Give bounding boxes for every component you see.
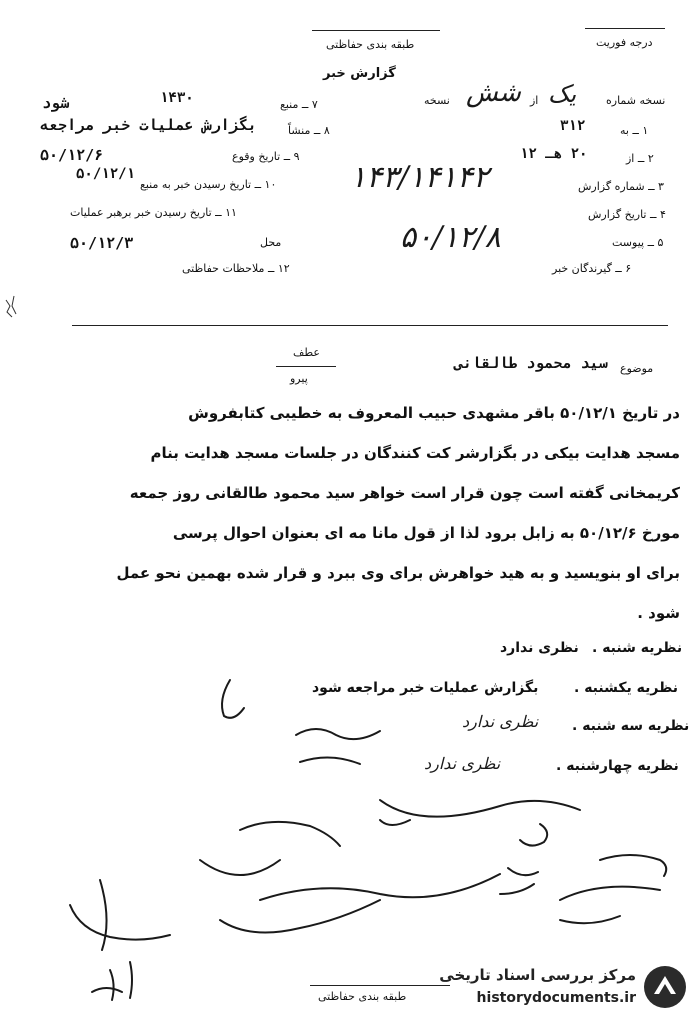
field-report-number-value: ۱۴۳/۱۴۱۴۲ bbox=[350, 160, 490, 195]
form-title: گزارش خبر bbox=[323, 66, 396, 81]
field-attachment-value: ۵۰/۱۲/۸ bbox=[400, 220, 501, 255]
body-line: مسجد هدایت بیکی در بگزارشر کت کنندگان در جلسات مسجد هدایت بنام bbox=[150, 444, 680, 462]
field-source-label: ۷ ــ منبع bbox=[280, 98, 318, 111]
body-line: مورخ ۵۰/۱۲/۶ به زابل برود لذا از قول مانا مه ای بعنوان احوال پرسی bbox=[172, 524, 680, 542]
copy-label: نسخه bbox=[424, 94, 450, 107]
field-report-number-label: ۳ ــ شماره گزارش bbox=[578, 180, 664, 193]
subject-value: سید محمود طالقانی bbox=[454, 354, 608, 372]
field-report-date-label: ۴ ــ تاریخ گزارش bbox=[588, 208, 666, 221]
classification-top: طبقه بندی حفاظتی bbox=[326, 38, 415, 51]
field-recipients-label: ۶ ــ گیرندگان خبر bbox=[552, 262, 632, 275]
body-line: شود . bbox=[637, 604, 680, 622]
watermark-url: historydocuments.ir bbox=[476, 990, 636, 1006]
field-from-label: ۲ ــ از bbox=[626, 152, 654, 165]
body-line: در تاریخ ۵۰/۱۲/۱ باقر مشهدی حبیب المعروف به خطیبی کتابفروش bbox=[188, 404, 680, 422]
opinion-tuesday-value: نظری ندارد bbox=[462, 712, 539, 731]
reference-peyro-label: پیرو bbox=[290, 372, 308, 385]
opinion-saturday-label: نظریه شنبه . bbox=[592, 640, 683, 656]
field-origin-label: ۸ ــ منشاً bbox=[288, 124, 330, 137]
field-origin-value: بگزارش عملیات خبر مراجعه bbox=[40, 116, 257, 134]
field-to-label: ۱ ــ به bbox=[620, 124, 649, 137]
field-security-notes-label: ۱۲ ــ ملاحظات حفاظتی bbox=[182, 262, 290, 275]
watermark bbox=[440, 960, 690, 1018]
watermark-name: مرکز بررسی اسناد تاریخی bbox=[439, 966, 636, 984]
field-to-value: ۳۱۲ bbox=[560, 118, 586, 134]
field-from-value: ۲۰ هـ ۱۲ bbox=[520, 146, 588, 162]
field-source-extra: شود bbox=[42, 94, 70, 112]
opinion-sunday-label: نظریه یکشنبه . bbox=[574, 680, 678, 696]
opinion-wednesday-value: نظری ندارد bbox=[424, 754, 501, 773]
archive-logo-icon bbox=[642, 964, 688, 1010]
opinion-saturday-value: نظری ندارد bbox=[500, 640, 579, 656]
classification-bottom: طبقه بندی حفاظتی bbox=[318, 990, 407, 1003]
opinion-tuesday-label: نظریه سه شنبه . bbox=[572, 718, 690, 734]
copy-of-value: شش bbox=[466, 78, 521, 108]
field-place-value: ۵۰/۱۲/۳ bbox=[70, 234, 134, 252]
body-line: کریمخانی گفته است چون قرار است خواهر سید محمود طالقانی روز جمعه bbox=[129, 484, 680, 502]
opinion-sunday-value: بگزارش عملیات خبر مراجعه شود bbox=[312, 680, 539, 696]
copy-number-label: نسخه شماره bbox=[606, 94, 666, 107]
field-place-label: محل bbox=[260, 236, 282, 249]
copy-of-label: از bbox=[530, 94, 539, 107]
subject-label: موضوع bbox=[620, 362, 654, 375]
urgency-label: درجه فوریت bbox=[596, 36, 653, 49]
opinion-wednesday-label: نظریه چهارشنبه . bbox=[556, 758, 679, 774]
field-source-receipt-label: ۱۰ ــ تاریخ رسیدن خبر به منبع bbox=[140, 178, 277, 191]
field-ops-receipt-label: ۱۱ ــ تاریخ رسیدن خبر برهبر عملیات bbox=[70, 206, 237, 219]
footer-classification-rule bbox=[310, 985, 450, 986]
reference-atf-label: عطف bbox=[293, 346, 320, 359]
field-source-receipt-value: ۵۰/۱۲/۱ bbox=[76, 166, 136, 182]
field-attachment-label: ۵ ــ پیوست bbox=[612, 236, 664, 249]
field-source-value: ۱۴۳۰ bbox=[160, 90, 194, 106]
copy-number-value: یک bbox=[548, 80, 577, 108]
field-occurrence-date-label: ۹ ــ تاریخ وقوع bbox=[232, 150, 300, 163]
body-line: برای او بنویسید و به هید خواهرش برای وی ببرد و قرار شده بهمین نحو عمل bbox=[116, 564, 680, 582]
field-occurrence-date-value: ۵۰/۱۲/۶ bbox=[40, 146, 104, 164]
